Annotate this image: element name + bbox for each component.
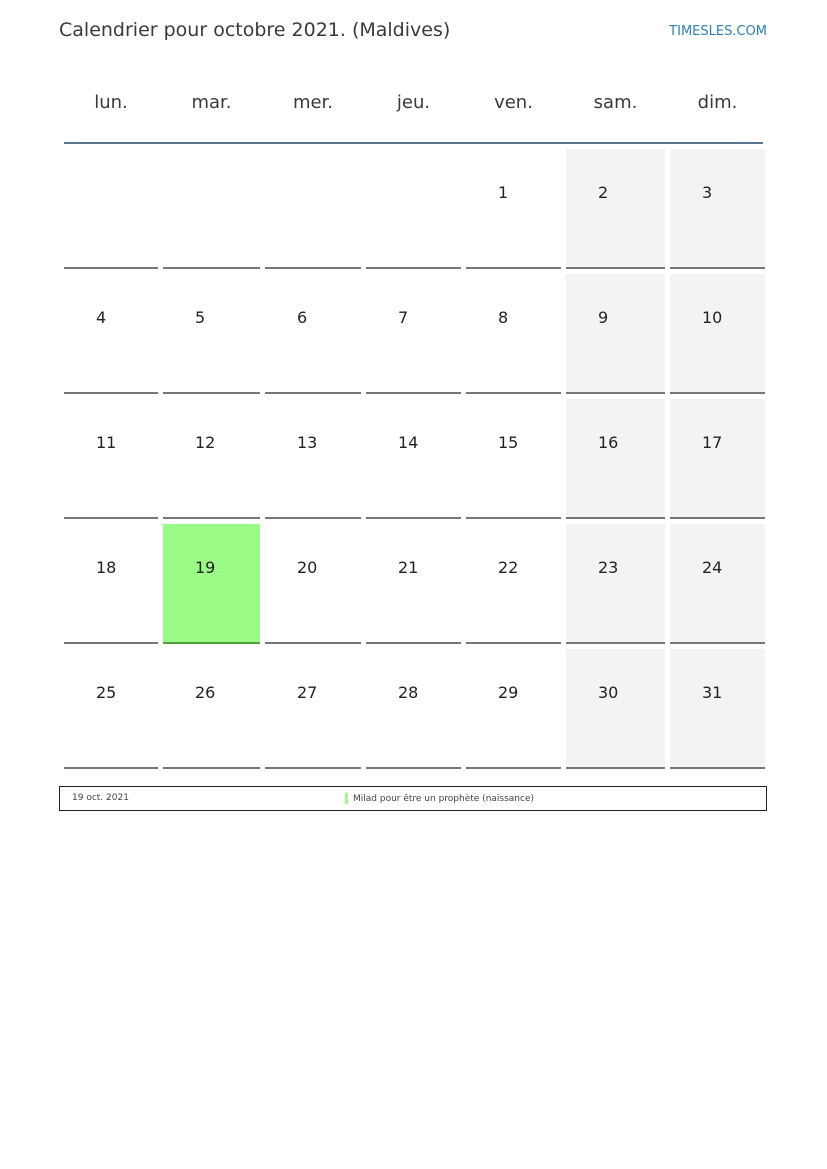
day-cell [466, 524, 561, 644]
day-number: 10 [702, 308, 723, 327]
day-number: 21 [398, 558, 419, 577]
day-cell [163, 274, 260, 394]
day-number: 4 [96, 308, 107, 327]
day-number: 22 [498, 558, 519, 577]
day-number: 15 [498, 433, 519, 452]
day-number: 23 [598, 558, 619, 577]
day-number: 29 [498, 683, 519, 702]
legend-event [345, 793, 534, 804]
weekday-header-row [64, 80, 763, 144]
day-number: 17 [702, 433, 723, 452]
holiday-legend [59, 786, 767, 811]
day-number: 18 [96, 558, 117, 577]
weekday-label: ven. [494, 92, 533, 113]
day-cell [466, 149, 561, 269]
weekday-label: mer. [292, 92, 334, 113]
week-row [64, 399, 763, 519]
calendar-weeks [64, 149, 763, 769]
day-number: 6 [297, 308, 308, 327]
day-number: 19 [195, 558, 216, 577]
empty-day-cell [265, 149, 361, 269]
day-cell [366, 274, 461, 394]
day-number: 9 [598, 308, 609, 327]
day-number: 7 [398, 308, 409, 327]
day-cell [265, 274, 361, 394]
day-cell [265, 649, 361, 769]
site-link[interactable]: TIMESLES.COM [669, 24, 767, 39]
day-cell [64, 524, 158, 644]
page-title: Calendrier pour octobre 2021. (Maldives) [59, 19, 451, 41]
weekday-label: sam. [593, 92, 638, 113]
day-cell [366, 399, 461, 519]
day-number: 8 [498, 308, 509, 327]
day-number: 5 [195, 308, 206, 327]
day-number: 16 [598, 433, 619, 452]
holiday-day-cell [163, 524, 260, 644]
day-cell [64, 274, 158, 394]
day-number: 28 [398, 683, 419, 702]
day-cell [466, 649, 561, 769]
week-row [64, 524, 763, 644]
day-cell [670, 524, 765, 644]
day-cell [566, 149, 665, 269]
legend-date: 19 oct. 2021 [72, 793, 129, 803]
weekday-label: mar. [191, 92, 232, 113]
day-cell [366, 649, 461, 769]
day-cell [64, 649, 158, 769]
day-number: 2 [598, 183, 609, 202]
day-cell [163, 399, 260, 519]
day-number: 26 [195, 683, 216, 702]
day-cell [466, 274, 561, 394]
day-number: 30 [598, 683, 619, 702]
empty-day-cell [163, 149, 260, 269]
day-number: 24 [702, 558, 723, 577]
day-cell [265, 399, 361, 519]
empty-day-cell [366, 149, 461, 269]
day-cell [670, 274, 765, 394]
day-number: 20 [297, 558, 318, 577]
week-row [64, 649, 763, 769]
day-number: 1 [498, 183, 509, 202]
day-cell [466, 399, 561, 519]
day-cell [566, 524, 665, 644]
day-cell [670, 149, 765, 269]
day-number: 25 [96, 683, 117, 702]
holiday-color-swatch [345, 793, 348, 804]
day-number: 14 [398, 433, 419, 452]
weekday-label: lun. [94, 92, 128, 113]
day-number: 13 [297, 433, 318, 452]
day-number: 27 [297, 683, 318, 702]
legend-event-label: Milad pour être un prophète (naissance) [353, 793, 535, 804]
day-cell [566, 274, 665, 394]
day-cell [566, 649, 665, 769]
empty-day-cell [64, 149, 158, 269]
week-row [64, 149, 763, 269]
day-cell [163, 649, 260, 769]
day-cell [670, 649, 765, 769]
day-cell [670, 399, 765, 519]
weekday-label: jeu. [396, 92, 431, 113]
day-number: 11 [96, 433, 117, 452]
day-cell [265, 524, 361, 644]
day-number: 31 [702, 683, 723, 702]
day-cell [366, 524, 461, 644]
day-cell [64, 399, 158, 519]
week-row [64, 274, 763, 394]
calendar-grid [64, 80, 763, 774]
day-number: 12 [195, 433, 216, 452]
day-cell [566, 399, 665, 519]
weekday-label: dim. [697, 92, 738, 113]
day-number: 3 [702, 183, 713, 202]
